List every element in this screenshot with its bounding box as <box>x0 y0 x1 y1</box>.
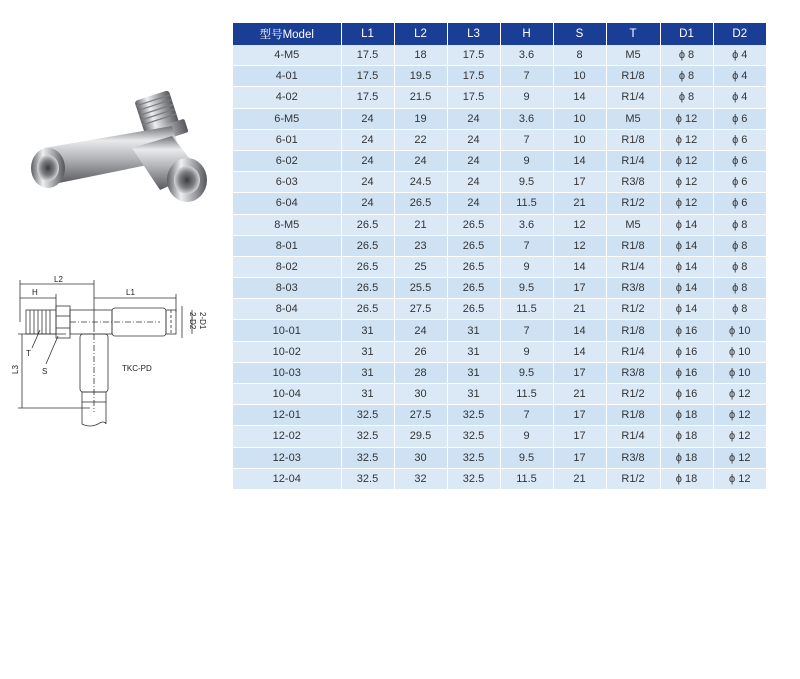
dim-label-s: S <box>42 367 48 376</box>
table-cell: 8-03 <box>233 278 341 299</box>
table-cell: 10 <box>553 66 606 87</box>
table-cell: 31 <box>341 362 394 383</box>
table-cell: R3/8 <box>606 172 660 193</box>
column-header: D2 <box>713 23 766 45</box>
table-cell: 26.5 <box>447 235 500 256</box>
table-cell: 27.5 <box>394 299 447 320</box>
table-row <box>233 150 766 171</box>
table-cell: ϕ 6 <box>713 108 766 129</box>
table-cell: ϕ 14 <box>660 214 713 235</box>
table-cell: 18 <box>394 45 447 66</box>
table-cell: 32.5 <box>341 447 394 468</box>
table-cell: 21 <box>553 193 606 214</box>
table-cell: 9 <box>500 256 553 277</box>
table-cell: 24 <box>341 108 394 129</box>
table-cell: 3.6 <box>500 108 553 129</box>
table-row <box>233 193 766 214</box>
table-row <box>233 447 766 468</box>
table-row <box>233 468 766 489</box>
table-cell: 8-02 <box>233 256 341 277</box>
table-cell: 9.5 <box>500 447 553 468</box>
table-cell: ϕ 12 <box>660 172 713 193</box>
table-cell: 21 <box>553 384 606 405</box>
table-cell: ϕ 8 <box>713 235 766 256</box>
column-header: L2 <box>394 23 447 45</box>
table-cell: 24 <box>341 150 394 171</box>
table-cell: ϕ 4 <box>713 87 766 108</box>
table-cell: ϕ 4 <box>713 66 766 87</box>
table-cell: 24 <box>341 129 394 150</box>
table-cell: 25 <box>394 256 447 277</box>
table-cell: 24 <box>394 320 447 341</box>
table-cell: 12 <box>553 214 606 235</box>
table-cell: ϕ 12 <box>713 384 766 405</box>
table-cell: 11.5 <box>500 384 553 405</box>
table-cell: 30 <box>394 447 447 468</box>
table-cell: ϕ 10 <box>713 362 766 383</box>
table-cell: 10 <box>553 108 606 129</box>
table-cell: 31 <box>447 384 500 405</box>
table-cell: 12-01 <box>233 405 341 426</box>
table-cell: ϕ 6 <box>713 193 766 214</box>
table-cell: 26.5 <box>447 278 500 299</box>
table-cell: 26.5 <box>447 214 500 235</box>
table-cell: 6-04 <box>233 193 341 214</box>
table-cell: ϕ 6 <box>713 129 766 150</box>
table-cell: 17 <box>553 362 606 383</box>
table-cell: 10-01 <box>233 320 341 341</box>
table-cell: 26.5 <box>447 299 500 320</box>
table-cell: 7 <box>500 66 553 87</box>
table-cell: 31 <box>447 341 500 362</box>
table-cell: 26.5 <box>341 235 394 256</box>
table-cell: 17 <box>553 447 606 468</box>
table-cell: 12-04 <box>233 468 341 489</box>
table-cell: 17.5 <box>447 66 500 87</box>
table-cell: R1/8 <box>606 320 660 341</box>
table-cell: 23 <box>394 235 447 256</box>
drawing-caption: TKC-PD <box>122 364 152 373</box>
table-cell: 6-02 <box>233 150 341 171</box>
table-cell: ϕ 12 <box>713 426 766 447</box>
column-header: T <box>606 23 660 45</box>
table-cell: ϕ 8 <box>660 87 713 108</box>
table-cell: ϕ 12 <box>660 150 713 171</box>
column-header: S <box>553 23 606 45</box>
table-cell: ϕ 12 <box>660 193 713 214</box>
table-cell: ϕ 14 <box>660 235 713 256</box>
table-cell: R1/8 <box>606 405 660 426</box>
table-cell: ϕ 18 <box>660 468 713 489</box>
table-cell: 14 <box>553 320 606 341</box>
table-cell: 24 <box>447 108 500 129</box>
table-cell: R3/8 <box>606 447 660 468</box>
table-cell: 4-M5 <box>233 45 341 66</box>
table-cell: 12-02 <box>233 426 341 447</box>
table-cell: ϕ 16 <box>660 362 713 383</box>
table-cell: ϕ 12 <box>713 468 766 489</box>
table-cell: 10-02 <box>233 341 341 362</box>
table-cell: ϕ 12 <box>713 447 766 468</box>
table-cell: 32.5 <box>447 405 500 426</box>
table-cell: 22 <box>394 129 447 150</box>
table-cell: 3.6 <box>500 45 553 66</box>
table-row <box>233 108 766 129</box>
table-cell: 14 <box>553 150 606 171</box>
table-cell: 3.6 <box>500 214 553 235</box>
table-cell: 6-03 <box>233 172 341 193</box>
table-cell: 8-M5 <box>233 214 341 235</box>
table-cell: 24 <box>341 172 394 193</box>
table-cell: 21.5 <box>394 87 447 108</box>
table-row <box>233 405 766 426</box>
table-row <box>233 172 766 193</box>
table-cell: R3/8 <box>606 362 660 383</box>
table-cell: 29.5 <box>394 426 447 447</box>
product-photo <box>22 88 218 216</box>
table-cell: 17.5 <box>341 45 394 66</box>
table-cell: 17.5 <box>341 66 394 87</box>
table-cell: 26.5 <box>394 193 447 214</box>
table-row <box>233 66 766 87</box>
table-cell: ϕ 12 <box>660 129 713 150</box>
table-row <box>233 320 766 341</box>
table-cell: 9 <box>500 150 553 171</box>
table-cell: ϕ 16 <box>660 341 713 362</box>
dim-label-h: H <box>32 288 38 297</box>
table-cell: 31 <box>341 341 394 362</box>
table-cell: 28 <box>394 362 447 383</box>
table-cell: 11.5 <box>500 299 553 320</box>
table-cell: ϕ 8 <box>660 66 713 87</box>
table-cell: R1/2 <box>606 468 660 489</box>
table-cell: ϕ 16 <box>660 320 713 341</box>
table-cell: M5 <box>606 45 660 66</box>
table-row <box>233 362 766 383</box>
table-cell: 14 <box>553 87 606 108</box>
table-cell: ϕ 8 <box>660 45 713 66</box>
table-cell: ϕ 14 <box>660 278 713 299</box>
table-cell: ϕ 18 <box>660 447 713 468</box>
table-cell: 17 <box>553 172 606 193</box>
table-cell: 7 <box>500 235 553 256</box>
table-cell: 4-01 <box>233 66 341 87</box>
table-cell: ϕ 18 <box>660 405 713 426</box>
table-header-row <box>233 23 766 45</box>
table-row <box>233 426 766 447</box>
table-cell: 10-04 <box>233 384 341 405</box>
table-cell: 9.5 <box>500 172 553 193</box>
table-row <box>233 256 766 277</box>
table-row <box>233 129 766 150</box>
table-cell: 32.5 <box>447 468 500 489</box>
table-cell: 19 <box>394 108 447 129</box>
table-cell: ϕ 10 <box>713 320 766 341</box>
table-cell: 7 <box>500 129 553 150</box>
dimension-drawing <box>10 272 210 442</box>
table-cell: ϕ 12 <box>713 405 766 426</box>
table-cell: 31 <box>341 384 394 405</box>
table-cell: 32.5 <box>341 426 394 447</box>
table-cell: ϕ 8 <box>713 256 766 277</box>
table-cell: 19.5 <box>394 66 447 87</box>
table-cell: 10-03 <box>233 362 341 383</box>
table-cell: ϕ 14 <box>660 299 713 320</box>
table-cell: 12 <box>553 235 606 256</box>
table-cell: 24.5 <box>394 172 447 193</box>
table-cell: R1/4 <box>606 87 660 108</box>
table-cell: R3/8 <box>606 278 660 299</box>
table-cell: ϕ 8 <box>713 278 766 299</box>
spec-table <box>233 23 766 490</box>
table-cell: 9.5 <box>500 362 553 383</box>
table-cell: 9 <box>500 341 553 362</box>
table-cell: 17 <box>553 426 606 447</box>
table-cell: ϕ 8 <box>713 214 766 235</box>
table-cell: 7 <box>500 405 553 426</box>
dim-label-l2: L2 <box>54 275 63 284</box>
table-cell: ϕ 16 <box>660 384 713 405</box>
table-cell: 30 <box>394 384 447 405</box>
table-cell: 21 <box>553 299 606 320</box>
table-cell: 24 <box>447 150 500 171</box>
column-header: H <box>500 23 553 45</box>
table-cell: 25.5 <box>394 278 447 299</box>
table-cell: 32.5 <box>447 447 500 468</box>
table-cell: R1/4 <box>606 426 660 447</box>
table-cell: 8 <box>553 45 606 66</box>
table-cell: ϕ 10 <box>713 341 766 362</box>
table-cell: 12-03 <box>233 447 341 468</box>
table-cell: 31 <box>447 362 500 383</box>
table-cell: R1/4 <box>606 341 660 362</box>
column-header: L1 <box>341 23 394 45</box>
table-cell: 6-01 <box>233 129 341 150</box>
column-header: 型号Model <box>233 23 341 45</box>
table-cell: 21 <box>553 468 606 489</box>
table-cell: ϕ 18 <box>660 426 713 447</box>
table-cell: 32.5 <box>341 405 394 426</box>
table-cell: 9 <box>500 426 553 447</box>
table-row <box>233 214 766 235</box>
table-cell: 17.5 <box>341 87 394 108</box>
table-cell: 9 <box>500 87 553 108</box>
table-cell: 24 <box>341 193 394 214</box>
table-cell: 24 <box>447 129 500 150</box>
dim-label-l3: L3 <box>11 365 20 374</box>
table-cell: 14 <box>553 341 606 362</box>
table-row <box>233 384 766 405</box>
table-cell: R1/4 <box>606 150 660 171</box>
table-cell: 26.5 <box>341 299 394 320</box>
table-cell: 17.5 <box>447 45 500 66</box>
table-cell: 11.5 <box>500 468 553 489</box>
table-cell: R1/2 <box>606 299 660 320</box>
table-cell: 6-M5 <box>233 108 341 129</box>
table-cell: 14 <box>553 256 606 277</box>
table-cell: 17.5 <box>447 87 500 108</box>
dim-label-t: T <box>26 349 31 358</box>
table-cell: M5 <box>606 214 660 235</box>
dim-label-l1: L1 <box>126 288 135 297</box>
table-cell: 17 <box>553 405 606 426</box>
dim-label-d2: 2-D2 <box>188 312 197 330</box>
table-row <box>233 278 766 299</box>
table-cell: 32 <box>394 468 447 489</box>
table-cell: 24 <box>447 193 500 214</box>
table-cell: 26 <box>394 341 447 362</box>
table-cell: 26.5 <box>341 278 394 299</box>
table-row <box>233 87 766 108</box>
table-row <box>233 299 766 320</box>
table-cell: ϕ 6 <box>713 172 766 193</box>
table-cell: 27.5 <box>394 405 447 426</box>
table-cell: 32.5 <box>447 426 500 447</box>
table-cell: 17 <box>553 278 606 299</box>
table-cell: 26.5 <box>341 214 394 235</box>
table-cell: 26.5 <box>447 256 500 277</box>
table-cell: 32.5 <box>341 468 394 489</box>
column-header: D1 <box>660 23 713 45</box>
table-cell: 11.5 <box>500 193 553 214</box>
table-cell: 24 <box>394 150 447 171</box>
table-cell: 8-04 <box>233 299 341 320</box>
dim-label-d1: 2-D1 <box>198 312 207 330</box>
table-cell: 26.5 <box>341 256 394 277</box>
table-row <box>233 45 766 66</box>
table-row <box>233 235 766 256</box>
table-cell: 9.5 <box>500 278 553 299</box>
table-cell: 8-01 <box>233 235 341 256</box>
table-cell: 7 <box>500 320 553 341</box>
table-cell: R1/8 <box>606 235 660 256</box>
table-cell: ϕ 4 <box>713 45 766 66</box>
table-cell: 31 <box>341 320 394 341</box>
table-cell: R1/8 <box>606 129 660 150</box>
table-cell: ϕ 14 <box>660 256 713 277</box>
table-cell: 10 <box>553 129 606 150</box>
table-row <box>233 341 766 362</box>
table-cell: 24 <box>447 172 500 193</box>
table-cell: R1/8 <box>606 66 660 87</box>
table-cell: ϕ 6 <box>713 150 766 171</box>
table-cell: R1/2 <box>606 384 660 405</box>
table-cell: R1/4 <box>606 256 660 277</box>
table-cell: 31 <box>447 320 500 341</box>
table-cell: ϕ 8 <box>713 299 766 320</box>
table-cell: R1/2 <box>606 193 660 214</box>
table-cell: M5 <box>606 108 660 129</box>
table-cell: 21 <box>394 214 447 235</box>
table-cell: 4-02 <box>233 87 341 108</box>
table-cell: ϕ 12 <box>660 108 713 129</box>
column-header: L3 <box>447 23 500 45</box>
